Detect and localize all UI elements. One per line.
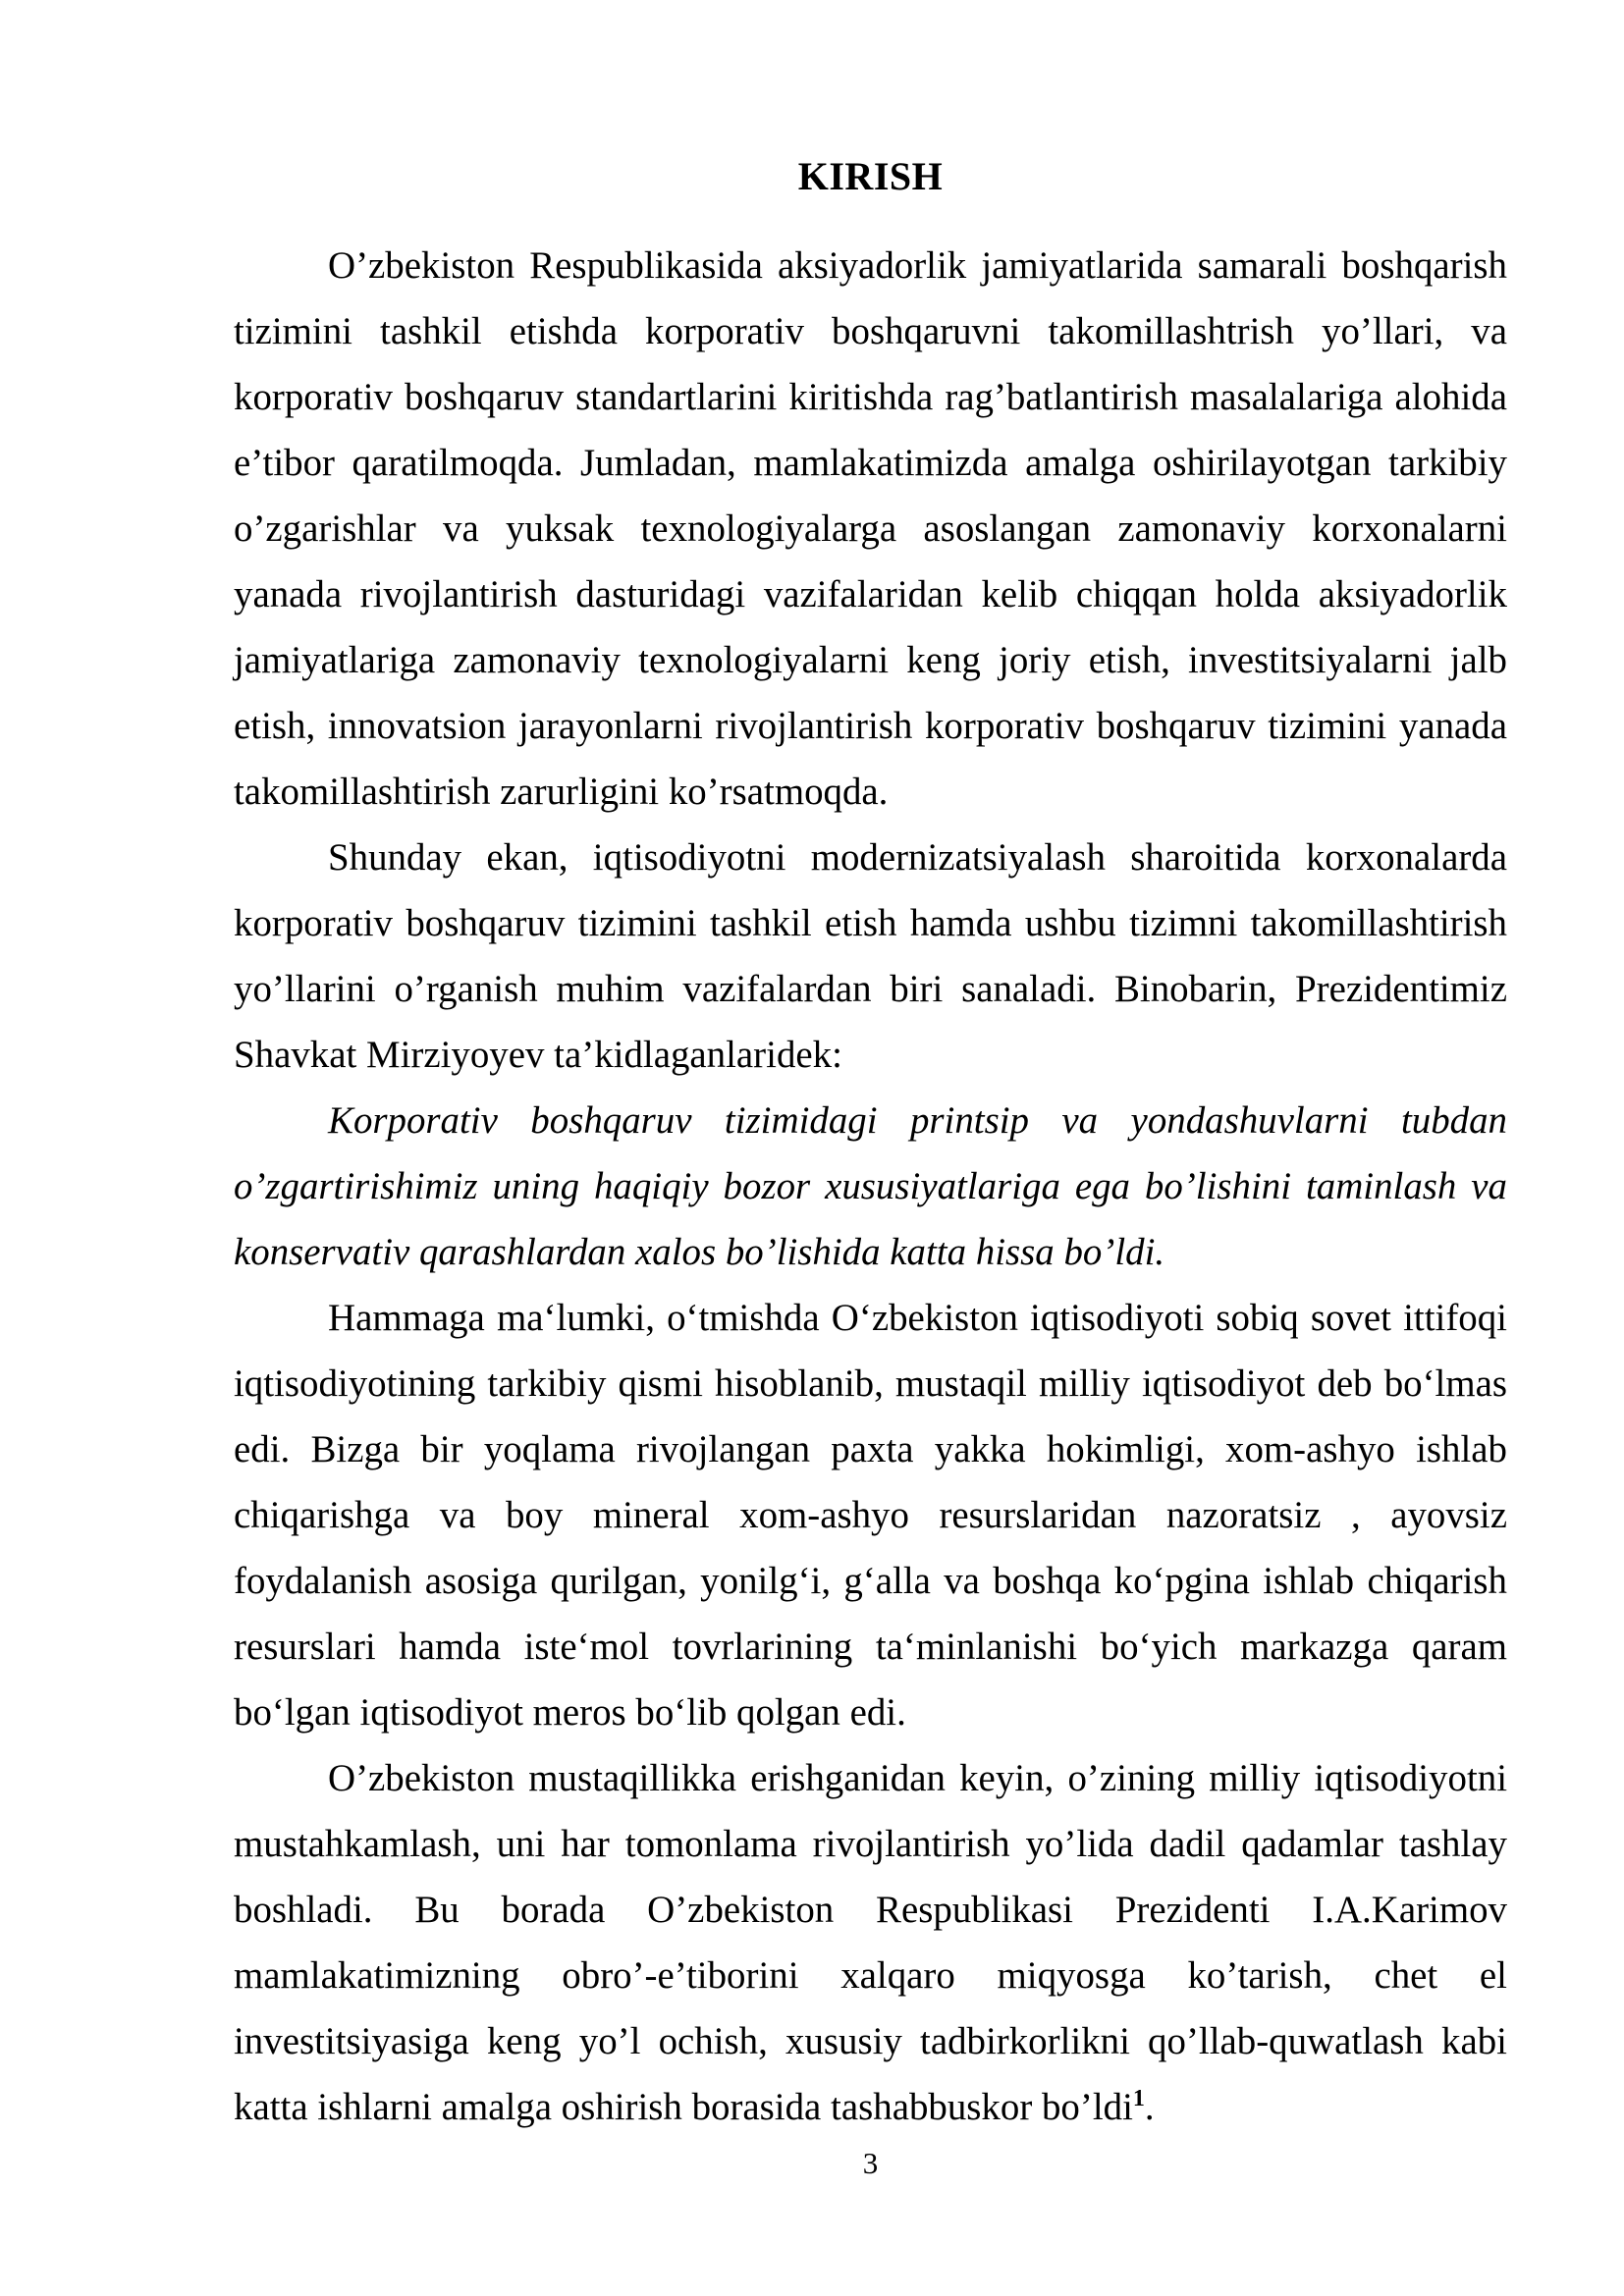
footnote-marker: 1 [1132, 2086, 1145, 2112]
paragraph-quote-italic: Korporativ boshqaruv tizimidagi printsip va yondashuvlarni tubdan o’zgartirishimiz uning haqiqiy bozor xususiyatlariga ega bo’lishini taminlash va konservativ qarashlardan xalos bo’lishida katta hissa bo’ldi. [234, 1099, 1507, 1273]
text-column [234, 0, 1507, 2181]
page-number: 3 [862, 2146, 879, 2180]
paragraph-hammaga-malumki: Hammaga ma‘lumki, o‘tmishda O‘zbekiston iqtisodiyoti sobiq sovet ittifoqi iqtisodiyotining tarkibiy qismi hisoblanib, mustaqil milliy iqtisodiyot deb bo‘lmas edi. Bizga bir yoqlama rivojlangan paxta yakka hokimligi, xom-ashyo ishlab chiqarishga va boy mineral xom-ashyo resurslaridan nazoratsiz , ayovsiz foydalanish asosiga qurilgan, yonilg‘i, g‘alla va boshqa ko‘pgina ishlab chiqarish resurslari hamda iste‘mol tovrlarining ta‘minlanishi bo‘yich markazga qaram bo‘lgan iqtisodiyot meros bo‘lib qolgan edi. [234, 1297, 1507, 1734]
page-title: KIRISH [797, 154, 944, 198]
paragraph-mustaqillik-period: . [1144, 2086, 1155, 2128]
paragraph-shunday-ekan: Shunday ekan, iqtisodiyotni modernizatsiyalash sharoitida korxonalarda korporativ boshqaruv tizimini tashkil etish hamda ushbu tizimni takomillashtirish yo’llarini o’rganish muhim vazifalardan biri sanaladi. Binobarin, Prezidentimiz Shavkat Mirziyoyev ta’kidlaganlaridek: [234, 836, 1507, 1076]
paragraph-mustaqillik [234, 1745, 1507, 2140]
paragraph-intro: O’zbekiston Respublikasida aksiyadorlik jamiyatlarida samarali boshqarish tizimini tashkil etishda korporativ boshqaruvni takomillashtrish yo’llari, va korporativ boshqaruv standartlarini kiritishda rag’batlantirish masalalariga alohida e’tibor qaratilmoqda. Jumladan, mamlakatimizda amalga oshirilayotgan tarkibiy o’zgarishlar va yuksak texnologiyalarga asoslangan zamonaviy korxonalarni yanada rivojlantirish dasturidagi vazifalaridan kelib chiqqan holda aksiyadorlik jamiyatlariga zamonaviy texnologiyalarni keng joriy etish, investitsiyalarni jalb etish, innovatsion jarayonlarni rivojlantirish korporativ boshqaruv tizimini yanada takomillashtirish zarurligini ko’rsatmoqda. [234, 244, 1507, 813]
paragraph-mustaqillik-text: O’zbekiston mustaqillikka erishganidan keyin, o’zining milliy iqtisodiyotni mustahkamlash, uni har tomonlama rivojlantirish yo’lida dadil qadamlar tashlay boshladi. Bu borada O’zbekiston Respublikasi Prezidenti I.A.Karimov mamlakatimizning obro’-e’tiborini xalqaro miqyosga ko’tarish, chet el investitsiyasiga keng yo’l ochish, xususiy tadbirkorlikni qo’llab-quwatlash kabi katta ishlarni amalga oshirish borasida tashabbuskor bo’ldi [234, 1757, 1507, 2128]
